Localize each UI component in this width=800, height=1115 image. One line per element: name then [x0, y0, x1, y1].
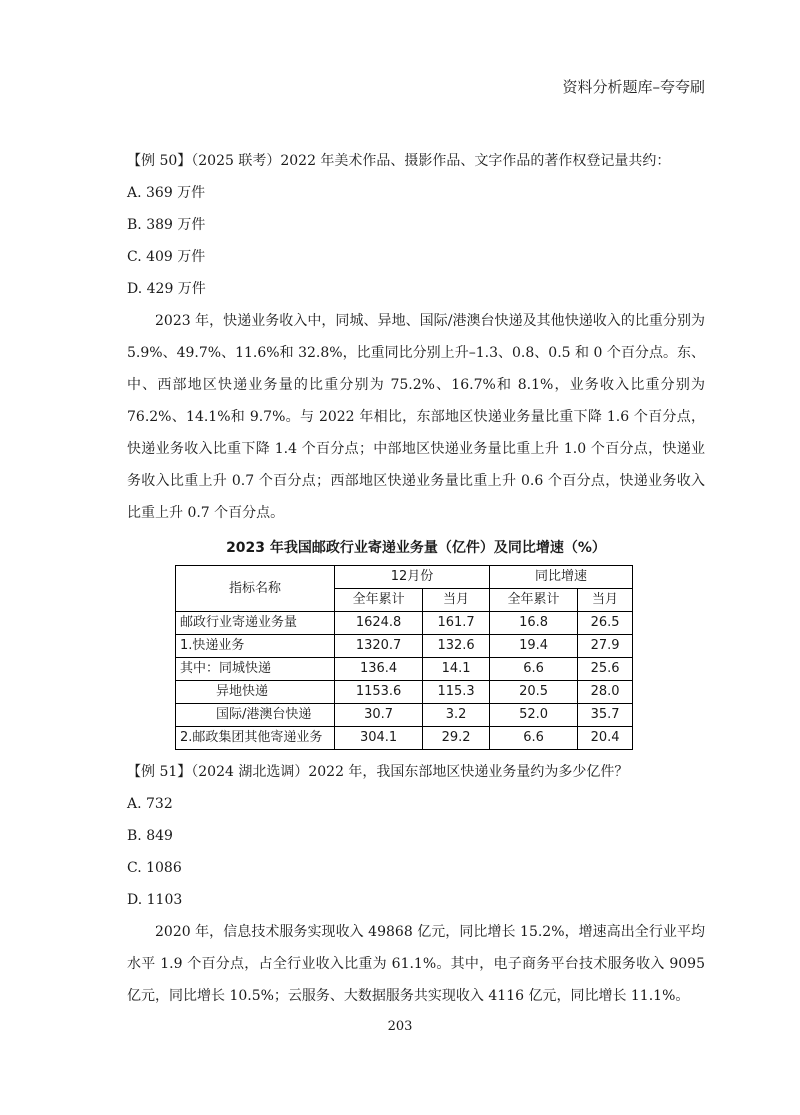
question-50-stem: 【例 50】（2025 联考）2022 年美术作品、摄影作品、文字作品的著作权登记量共约：	[127, 153, 671, 169]
row-name: 1.快递业务	[176, 635, 335, 658]
question-50-option-b: B. 389 万件	[127, 217, 206, 233]
question-51-option-b: B. 849	[127, 828, 173, 844]
table-subheader-yoy-annual: 全年累计	[489, 589, 577, 612]
table-row	[176, 658, 633, 681]
table-row	[176, 681, 633, 704]
cell-value: 1320.7	[335, 635, 423, 658]
cell-value: 30.7	[335, 704, 423, 727]
passage-express-delivery: 2023 年，快递业务收入中，同城、异地、国际/港澳台快递及其他快递收入的比重分别为 5.9%、49.7%、11.6%和 32.8%，比重同比分别上升–1.3、0.8、0.5 和 0 个百分点。东、中、西部地区快递业务量的比重分别为 75.2%、16.7%和 8.1%，业务收入比重分别为 76.2%、14.1%和 9.7%。与 2022 年相比，东部地区快递业务量比重下降 1.6 个百分点，快递业务收入比重下降 1.4 个百分点；中部地区快递业务量比重上升 1.0 个百分点，快递业务收入比重上升 0.7 个百分点；西部地区快递业务量比重上升 0.6 个百分点，快递业务收入比重上升 0.7 个百分点。	[127, 313, 705, 521]
page-header-title: 资料分析题库–夸夸刷	[562, 78, 705, 96]
cell-value: 20.5	[489, 681, 577, 704]
table-header-indicator: 指标名称	[176, 566, 335, 612]
table-row	[176, 612, 633, 635]
table-header-yoy: 同比增速	[489, 566, 632, 589]
table-subheader-dec-month: 当月	[423, 589, 490, 612]
cell-value: 3.2	[423, 704, 490, 727]
cell-value: 6.6	[489, 727, 577, 750]
cell-value: 26.5	[578, 612, 633, 635]
question-51-stem: 【例 51】（2024 湖北选调）2022 年，我国东部地区快递业务量约为多少亿件？	[127, 764, 629, 780]
page-number: 203	[387, 1019, 413, 1034]
question-50-option-d: D. 429 万件	[127, 281, 206, 297]
cell-value: 35.7	[578, 704, 633, 727]
cell-value: 52.0	[489, 704, 577, 727]
question-50-option-c: C. 409 万件	[127, 249, 206, 265]
cell-value: 115.3	[423, 681, 490, 704]
row-name: 邮政行业寄递业务量	[176, 612, 335, 635]
cell-value: 132.6	[423, 635, 490, 658]
table-subheader-dec-annual: 全年累计	[335, 589, 423, 612]
cell-value: 14.1	[423, 658, 490, 681]
cell-value: 161.7	[423, 612, 490, 635]
cell-value: 20.4	[578, 727, 633, 750]
table-row	[176, 635, 633, 658]
cell-value: 304.1	[335, 727, 423, 750]
row-name: 其中：同城快递	[176, 658, 335, 681]
question-51-option-c: C. 1086	[127, 860, 182, 876]
cell-value: 16.8	[489, 612, 577, 635]
table-header-row-1	[176, 566, 633, 589]
cell-value: 25.6	[578, 658, 633, 681]
cell-value: 1624.8	[335, 612, 423, 635]
question-51-option-d: D. 1103	[127, 892, 183, 908]
row-name: 2.邮政集团其他寄递业务	[176, 727, 335, 750]
table-row	[176, 704, 633, 727]
table-header-december: 12月份	[335, 566, 490, 589]
question-50-option-a: A. 369 万件	[127, 185, 206, 201]
passage-it-services: 2020 年，信息技术服务实现收入 49868 亿元，同比增长 15.2%，增速高出全行业平均水平 1.9 个百分点，占全行业收入比重为 61.1%。其中，电子商务平台技术服务收入 9095 亿元，同比增长 10.5%；云服务、大数据服务共实现收入 4116 亿元，同比增长 11.1%。	[127, 924, 705, 1004]
table-title: 2023 年我国邮政行业寄递业务量（亿件）及同比增速（%）	[226, 540, 606, 556]
cell-value: 28.0	[578, 681, 633, 704]
page-content	[127, 145, 705, 1012]
row-name: 国际/港澳台快递	[176, 704, 335, 727]
table-row	[176, 727, 633, 750]
cell-value: 27.9	[578, 635, 633, 658]
row-name: 异地快递	[176, 681, 335, 704]
table-subheader-yoy-month: 当月	[578, 589, 633, 612]
postal-volume-table	[175, 565, 633, 750]
cell-value: 6.6	[489, 658, 577, 681]
question-51-option-a: A. 732	[127, 796, 173, 812]
cell-value: 29.2	[423, 727, 490, 750]
cell-value: 136.4	[335, 658, 423, 681]
cell-value: 1153.6	[335, 681, 423, 704]
cell-value: 19.4	[489, 635, 577, 658]
